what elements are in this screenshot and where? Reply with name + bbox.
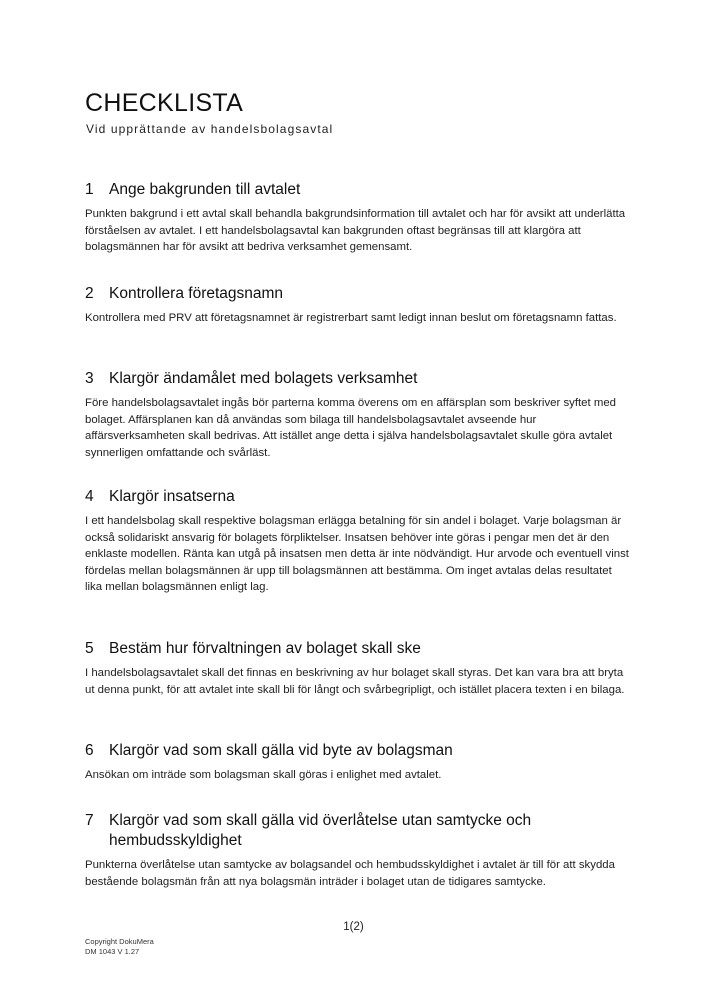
section-title: Bestäm hur förvaltningen av bolaget skall ske [109,640,421,657]
section-body: Punkten bakgrund i ett avtal skall behandla bakgrundsinformation till avtalet och har för avsikt att underlätta förståelsen av avtalet. I ett handelsbolagsavtal kan bakgrunden oftast begränsas till att klargöra att bolagsmännen har för avsikt att bedriva verksamhet gemensamt. [85,208,626,254]
section-4 [85,487,630,596]
section-body: Ansökan om inträde som bolagsman skall göras i enlighet med avtalet. [85,769,442,781]
section-1 [85,180,630,256]
section-heading [85,180,630,200]
section-body: I ett handelsbolag skall respektive bolagsman erlägga betalning för sin andel i bolaget. Varje bolagsman är också solidariskt ansvarig för bolagets förpliktelser. Insatsen behöver inte göras i pengar men det är den enklaste modellen. Ränta kan utgå på insatsen men detta är inte nödvändigt. Hur arvode och eventuell vinst fördelas mellan bolagsmännen är upp till bolagsmännen att bestämma. Om inget avtalas delas resultatet lika mellan bolagsmännen enligt lag. [85,515,629,594]
section-3 [85,369,630,461]
section-number: 2 [85,285,94,302]
footer-copyright: Copyright DokuMera [85,937,154,946]
section-body: I handelsbolagsavtalet skall det finnas en beskrivning av hur bolaget skall styras. Det kan vara bra att bryta ut denna punkt, för att avtalet inte skall bli för långt och svårbegripligt, och istället placera texten i en bilaga. [85,667,625,696]
section-number: 1 [85,181,94,198]
section-heading [85,369,630,389]
section-heading [85,639,630,659]
section-heading [85,741,630,761]
section-5 [85,639,630,698]
section-title: Klargör insatserna [109,488,235,505]
section-title: Klargör vad som skall gälla vid överlåtelse utan samtycke och hembudsskyldighet [109,812,532,849]
document-title: CHECKLISTA [85,89,244,117]
section-heading [85,284,630,304]
section-title: Klargör ändamålet med bolagets verksamhet [109,370,418,387]
section-body: Kontrollera med PRV att företagsnamnet är registrerbart samt ledigt innan beslut om företagsnamn fattas. [85,312,617,324]
footer [85,937,154,957]
section-heading [85,811,630,851]
section-number: 7 [85,812,94,829]
page-number: 1(2) [343,921,364,933]
section-number: 5 [85,640,94,657]
section-6 [85,741,630,784]
section-title: Kontrollera företagsnamn [109,285,284,302]
document-subtitle: Vid upprättande av handelsbolagsavtal [86,122,334,136]
section-2 [85,284,630,327]
section-title: Klargör vad som skall gälla vid byte av bolagsman [109,742,453,759]
section-7 [85,811,630,890]
section-body: Före handelsbolagsavtalet ingås bör parterna komma överens om en affärsplan som beskriver syftet med bolaget. Affärsplanen kan då användas som bilaga till handelsbolagsavtalet avseende hur affärsverksamheten skall bedrivas. Att istället ange detta i själva handelsbolagsavtalet skulle göra avtalet synnerligen omfattande och svårläst. [85,397,616,459]
footer-doc-id: DM 1043 V 1.27 [85,947,140,956]
section-heading [85,487,630,507]
section-number: 6 [85,742,94,759]
section-title: Ange bakgrunden till avtalet [109,181,301,198]
section-number: 3 [85,370,94,387]
section-body: Punkterna överlåtelse utan samtycke av bolagsandel och hembudsskyldighet i avtalet är till för att skydda bestående bolagsmän från att nya bolagsmän inträder i bolaget utan de tidigares samtycke. [85,859,615,888]
section-number: 4 [85,488,94,505]
